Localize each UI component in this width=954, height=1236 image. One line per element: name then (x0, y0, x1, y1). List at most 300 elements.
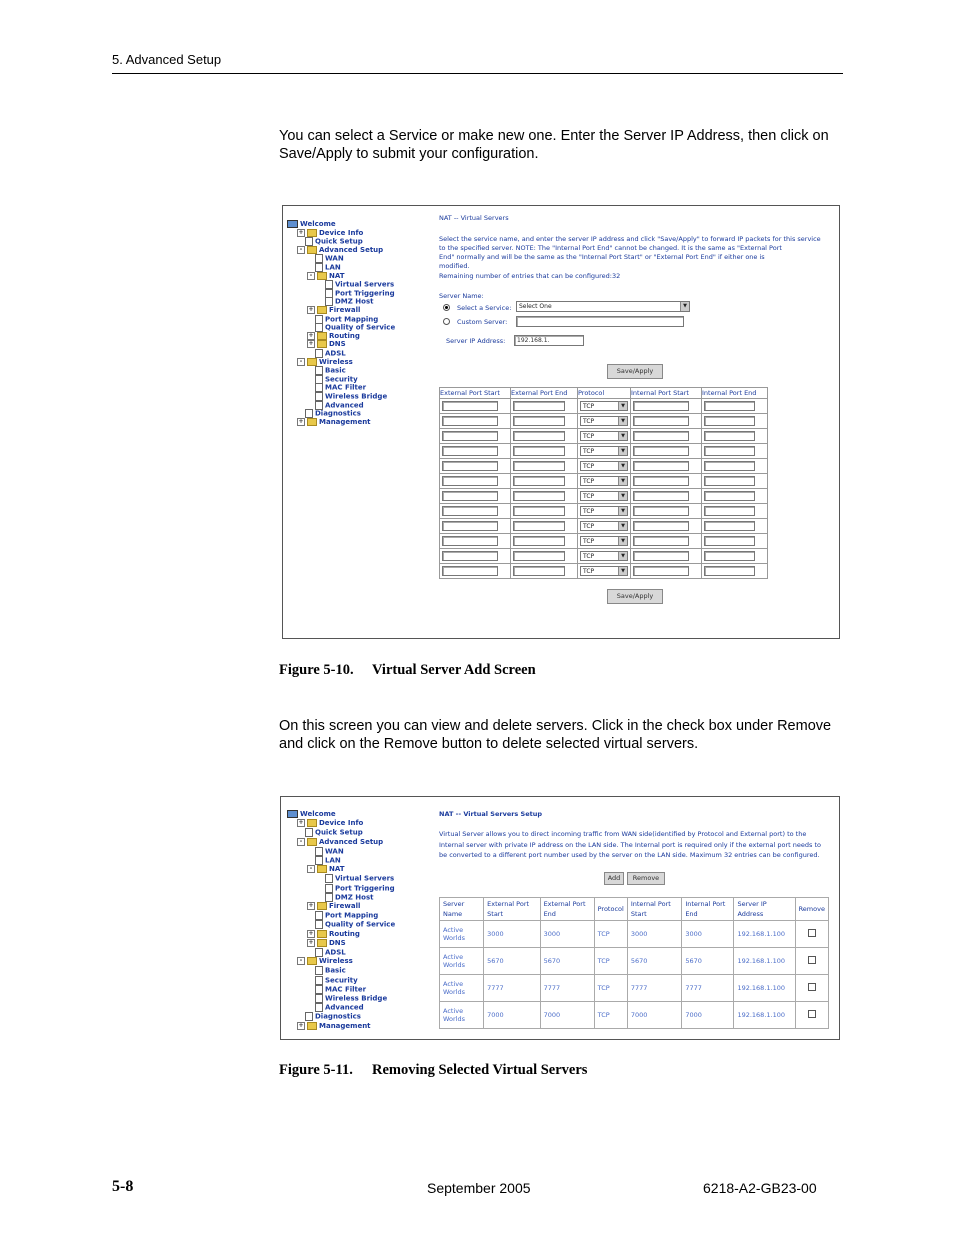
port-input[interactable] (513, 521, 565, 531)
nav-item-label: Security (325, 976, 358, 985)
folder-icon (317, 939, 327, 947)
protocol-value: TCP (583, 448, 595, 455)
table-cell: 7000 (682, 1002, 734, 1029)
nav-item[interactable] (307, 847, 344, 856)
nav-item-label: Basic (325, 366, 346, 375)
expand-icon[interactable]: + (298, 1021, 304, 1029)
figure-caption (279, 1062, 587, 1079)
column-header: Internal Port End (702, 388, 768, 399)
remove-button[interactable]: Remove (627, 872, 665, 885)
table-cell: Active Worlds (440, 921, 484, 948)
table-row (440, 444, 768, 459)
table-cell (578, 489, 631, 504)
nav-item-label: Wireless Bridge (325, 994, 388, 1003)
nav-item-label: Routing (329, 331, 360, 340)
nav-item[interactable] (297, 828, 363, 837)
nav-item[interactable] (307, 985, 366, 994)
expand-icon[interactable]: + (308, 306, 314, 313)
description-line: Internal server with private IP address on the LAN side. The Internal port is required only if the external port needs to (439, 841, 822, 849)
protocol-select[interactable] (580, 461, 628, 471)
expand-icon[interactable]: + (298, 417, 304, 425)
description-line: Select the service name, and enter the server IP address and click "Save/Apply" to forward IP packets for this service (439, 235, 821, 243)
page-icon (325, 893, 333, 902)
table-cell (702, 564, 768, 579)
protocol-select[interactable] (580, 506, 628, 516)
add-button[interactable]: Add (604, 872, 624, 885)
nav-item[interactable] (297, 418, 371, 427)
nav-item-label: Virtual Servers (335, 874, 395, 883)
table-cell: 7777 (484, 975, 540, 1002)
nav-item-label: Welcome (300, 220, 336, 228)
port-input[interactable] (442, 431, 498, 441)
caption-number: Figure 5-11. (279, 1062, 353, 1078)
nav-item-label: WAN (325, 847, 344, 856)
chevron-down-icon: ▼ (680, 302, 689, 311)
collapse-icon[interactable]: - (297, 358, 305, 366)
table-cell (440, 474, 511, 489)
table-row (440, 534, 768, 549)
protocol-select[interactable] (580, 536, 628, 546)
table-cell (578, 414, 631, 429)
column-header: Remove (795, 898, 828, 921)
header-rule (112, 73, 843, 74)
table-cell (440, 429, 511, 444)
protocol-select[interactable] (580, 446, 628, 456)
port-input[interactable] (704, 491, 755, 501)
nav-item[interactable] (287, 810, 336, 819)
remove-cell (795, 948, 828, 975)
chevron-down-icon: ▼ (618, 477, 627, 485)
nav-item[interactable] (317, 893, 373, 902)
chevron-down-icon: ▼ (618, 492, 627, 500)
computer-icon (287, 810, 298, 818)
nav-item[interactable] (307, 976, 358, 985)
nav-item-label: LAN (325, 263, 341, 272)
table-cell (511, 399, 578, 414)
table-cell (631, 549, 702, 564)
nav-item-label: Diagnostics (315, 409, 361, 418)
caption-title: Virtual Server Add Screen (372, 662, 536, 678)
nav-item-label: DMZ Host (335, 893, 374, 902)
nav-item-label: Advanced Setup (319, 245, 384, 254)
port-input[interactable] (442, 401, 498, 411)
nav-item[interactable] (307, 966, 346, 975)
protocol-value: TCP (583, 403, 595, 410)
nav-item[interactable] (307, 920, 395, 929)
service-select[interactable] (516, 301, 690, 312)
port-input[interactable] (513, 566, 565, 576)
table-cell (511, 414, 578, 429)
port-table (439, 387, 768, 579)
nav-item-label: WAN (325, 254, 344, 263)
nav-item[interactable] (317, 874, 394, 883)
description-line: be converted to a different port number used by the server on the LAN side. Maximum 32 entries can be configured. (439, 851, 820, 859)
port-input[interactable] (442, 521, 498, 531)
column-header: Server Name (440, 898, 484, 921)
nav-item-label: Advanced (325, 1003, 364, 1012)
port-input[interactable] (513, 446, 565, 456)
port-input[interactable] (704, 446, 755, 456)
port-input[interactable] (633, 536, 689, 546)
select-service-radio[interactable] (443, 304, 450, 311)
protocol-select[interactable] (580, 401, 628, 411)
port-input[interactable] (513, 536, 565, 546)
save-apply-button[interactable]: Save/Apply (607, 364, 663, 379)
table-cell (511, 519, 578, 534)
nav-item-label: Wireless (319, 357, 353, 366)
port-input[interactable] (704, 431, 755, 441)
table-cell (578, 504, 631, 519)
folder-icon (317, 930, 327, 938)
table-cell: 7777 (627, 975, 682, 1002)
port-input[interactable] (513, 506, 565, 516)
table-cell (511, 504, 578, 519)
nav-item[interactable] (307, 994, 387, 1003)
table-cell (702, 459, 768, 474)
nav-item-label: Advanced Setup (319, 837, 384, 846)
intro-paragraph: You can select a Service or make new one. Enter the Server IP Address, then click on Save/Apply to submit your configuration. (279, 128, 829, 162)
table-cell (702, 534, 768, 549)
nav-item-label: Device Info (319, 228, 364, 237)
table-cell: 5670 (484, 948, 540, 975)
protocol-select[interactable] (580, 491, 628, 501)
table-cell: TCP (594, 1002, 627, 1029)
port-input[interactable] (633, 521, 689, 531)
protocol-value: TCP (583, 493, 595, 500)
table-cell (578, 399, 631, 414)
column-header: Internal Port End (682, 898, 734, 921)
port-input[interactable] (704, 461, 755, 471)
table-cell (631, 474, 702, 489)
nav-item-label: Basic (325, 966, 346, 975)
custom-server-radio[interactable] (443, 318, 450, 325)
nav-item-label: Port Mapping (325, 911, 379, 920)
table-cell (578, 549, 631, 564)
nav-item-label: Management (319, 417, 371, 426)
table-cell (578, 564, 631, 579)
chevron-down-icon: ▼ (618, 507, 627, 515)
table-row (440, 429, 768, 444)
port-input[interactable] (442, 446, 498, 456)
table-row (440, 1002, 829, 1029)
protocol-value: TCP (583, 508, 595, 515)
port-input[interactable] (513, 551, 565, 561)
nav-item-label: NAT (329, 271, 345, 280)
table-row (440, 564, 768, 579)
page-icon (315, 966, 323, 975)
table-cell: Active Worlds (440, 1002, 484, 1029)
screen-content (439, 206, 839, 638)
table-row (440, 414, 768, 429)
table-cell (511, 474, 578, 489)
protocol-value: TCP (583, 433, 595, 440)
expand-icon[interactable]: + (298, 228, 304, 236)
nav-item[interactable] (307, 930, 360, 939)
page-icon (305, 828, 313, 837)
table-cell (578, 519, 631, 534)
nav-item-label: Port Triggering (335, 289, 395, 298)
table-cell: 3000 (682, 921, 734, 948)
nav-item-label: Quick Setup (315, 237, 363, 246)
table-cell (511, 489, 578, 504)
protocol-value: TCP (583, 553, 595, 560)
expand-icon[interactable]: + (298, 819, 304, 827)
nav-item[interactable] (297, 838, 383, 847)
port-input[interactable] (633, 566, 689, 576)
nav-item[interactable] (307, 856, 341, 865)
protocol-select[interactable] (580, 551, 628, 561)
port-input[interactable] (704, 521, 755, 531)
remove-checkbox[interactable] (808, 956, 816, 964)
folder-icon (307, 838, 317, 846)
collapse-icon[interactable]: - (297, 957, 305, 965)
table-cell: 5670 (682, 948, 734, 975)
caption-title: Removing Selected Virtual Servers (372, 1062, 588, 1078)
port-input[interactable] (442, 506, 498, 516)
expand-icon[interactable]: + (308, 902, 314, 909)
port-input[interactable] (442, 536, 498, 546)
nav-item[interactable] (307, 1003, 364, 1012)
running-header: 5. Advanced Setup (112, 52, 222, 67)
port-input[interactable] (513, 461, 565, 471)
port-input[interactable] (633, 551, 689, 561)
port-input[interactable] (704, 566, 755, 576)
table-cell: 5670 (627, 948, 682, 975)
port-input[interactable] (633, 461, 689, 471)
nav-item-label: MAC Filter (325, 985, 367, 994)
nav-item-label: Device Info (319, 819, 364, 828)
table-cell (440, 459, 511, 474)
nav-item-label: Firewall (329, 306, 361, 314)
page-icon (315, 948, 323, 957)
nav-item[interactable] (307, 948, 346, 957)
nav-item[interactable] (307, 865, 345, 874)
port-input[interactable] (633, 416, 689, 426)
nav-item[interactable] (317, 884, 395, 893)
nav-item[interactable] (297, 1012, 361, 1021)
nav-item-label: ADSL (325, 948, 346, 957)
folder-icon (307, 229, 317, 237)
nav-item[interactable] (297, 1022, 371, 1031)
remove-cell (795, 975, 828, 1002)
table-cell (440, 534, 511, 549)
port-input[interactable] (513, 416, 565, 426)
nav-item-label: Quality of Service (325, 920, 396, 929)
collapse-icon[interactable]: - (297, 246, 305, 254)
collapse-icon[interactable]: - (307, 272, 315, 280)
nav-item[interactable] (297, 819, 363, 828)
expand-icon[interactable]: + (308, 929, 314, 937)
folder-icon (307, 957, 317, 965)
table-row (440, 975, 829, 1002)
column-header: External Port End (511, 388, 578, 399)
table-cell: TCP (594, 921, 627, 948)
port-input[interactable] (704, 476, 755, 486)
chevron-down-icon: ▼ (618, 417, 627, 425)
port-input[interactable] (513, 476, 565, 486)
protocol-value: TCP (583, 523, 595, 530)
column-header: Server IP Address (734, 898, 795, 921)
nav-tree (287, 220, 427, 440)
table-cell: 7000 (540, 1002, 594, 1029)
table-cell: 7777 (682, 975, 734, 1002)
remove-checkbox[interactable] (808, 983, 816, 991)
table-cell (631, 459, 702, 474)
port-input[interactable] (704, 536, 755, 546)
nav-item[interactable] (307, 902, 360, 911)
table-cell: 192.168.1.100 (734, 921, 795, 948)
port-input[interactable] (633, 446, 689, 456)
collapse-icon[interactable]: - (297, 838, 305, 846)
remove-cell (795, 1002, 828, 1029)
remove-cell (795, 921, 828, 948)
column-header: External Port End (540, 898, 594, 921)
folder-icon (317, 902, 327, 910)
select-service-label: Select a Service: (457, 304, 512, 312)
table-cell (578, 534, 631, 549)
table-cell: Active Worlds (440, 948, 484, 975)
computer-icon (287, 220, 298, 228)
nav-item-label: Quality of Service (325, 323, 396, 332)
expand-icon[interactable]: + (308, 331, 314, 339)
port-input[interactable] (633, 401, 689, 411)
custom-server-input[interactable] (516, 316, 684, 327)
nav-item[interactable] (307, 911, 378, 920)
chevron-down-icon: ▼ (618, 402, 627, 410)
table-cell (511, 534, 578, 549)
table-cell (578, 444, 631, 459)
table-cell (578, 474, 631, 489)
table-row (440, 399, 768, 414)
port-input[interactable] (442, 566, 498, 576)
table-cell (631, 444, 702, 459)
table-cell: 192.168.1.100 (734, 948, 795, 975)
table-cell (702, 444, 768, 459)
table-cell (631, 399, 702, 414)
port-input[interactable] (704, 416, 755, 426)
port-input[interactable] (633, 491, 689, 501)
port-input[interactable] (513, 401, 565, 411)
table-cell: 192.168.1.100 (734, 975, 795, 1002)
table-cell (631, 534, 702, 549)
expand-icon[interactable]: + (308, 340, 314, 348)
expand-icon[interactable]: + (308, 938, 314, 946)
protocol-value: TCP (583, 463, 595, 470)
port-input[interactable] (633, 506, 689, 516)
folder-icon (307, 358, 317, 366)
nav-item-label: ADSL (325, 349, 346, 358)
folder-icon (307, 246, 317, 254)
nav-item[interactable] (297, 957, 353, 966)
page-icon (315, 994, 323, 1003)
page-icon (325, 874, 333, 883)
save-apply-button-bottom[interactable]: Save/Apply (607, 589, 663, 604)
port-input[interactable] (633, 431, 689, 441)
table-cell (511, 444, 578, 459)
table-row (440, 459, 768, 474)
table-cell (702, 429, 768, 444)
server-ip-label: Server IP Address: (446, 337, 506, 345)
protocol-select[interactable] (580, 476, 628, 486)
table-cell (631, 519, 702, 534)
port-input[interactable] (442, 461, 498, 471)
collapse-icon[interactable]: - (307, 865, 315, 873)
server-ip-input[interactable]: 192.168.1. (514, 335, 584, 346)
table-cell (440, 489, 511, 504)
remove-checkbox[interactable] (808, 1010, 816, 1018)
table-row (440, 549, 768, 564)
port-input[interactable] (513, 431, 565, 441)
table-row (440, 474, 768, 489)
table-cell (702, 549, 768, 564)
nav-item-label: Diagnostics (315, 1012, 361, 1021)
nav-item-label: Advanced (325, 401, 364, 410)
table-cell (702, 474, 768, 489)
nav-tree (287, 810, 427, 1035)
protocol-select[interactable] (580, 566, 628, 576)
page-icon (315, 911, 323, 920)
table-cell (631, 504, 702, 519)
table-cell (440, 399, 511, 414)
protocol-select[interactable] (580, 416, 628, 426)
port-input[interactable] (442, 476, 498, 486)
table-cell (631, 429, 702, 444)
table-cell (578, 429, 631, 444)
remaining-entries: Remaining number of entries that can be configured:32 (439, 272, 621, 280)
folder-icon (317, 340, 327, 348)
port-input[interactable] (442, 491, 498, 501)
protocol-value: TCP (583, 538, 595, 545)
chevron-down-icon: ▼ (618, 462, 627, 470)
page-icon (315, 847, 323, 856)
remove-checkbox[interactable] (808, 929, 816, 937)
port-input[interactable] (704, 401, 755, 411)
page-title: NAT -- Virtual Servers (439, 214, 509, 222)
nav-item-label: Virtual Servers (335, 280, 395, 289)
protocol-select[interactable] (580, 521, 628, 531)
nav-item-label: Wireless Bridge (325, 392, 388, 401)
nav-item-label: Security (325, 375, 358, 384)
table-cell (511, 564, 578, 579)
table-cell (702, 399, 768, 414)
port-input[interactable] (704, 551, 755, 561)
port-input[interactable] (704, 506, 755, 516)
page-icon (315, 976, 323, 985)
chevron-down-icon: ▼ (618, 567, 627, 575)
port-input[interactable] (442, 551, 498, 561)
protocol-select[interactable] (580, 431, 628, 441)
screen-content (439, 797, 839, 1039)
table-cell (702, 504, 768, 519)
page-icon (325, 884, 333, 893)
caption-number: Figure 5-10. (279, 662, 354, 678)
page-number: 5-8 (112, 1178, 134, 1195)
port-input[interactable] (442, 416, 498, 426)
port-input[interactable] (513, 491, 565, 501)
table-cell: 3000 (540, 921, 594, 948)
column-header: Protocol (578, 388, 631, 399)
table-cell (440, 414, 511, 429)
table-cell (511, 429, 578, 444)
nav-item-label: Firewall (329, 902, 361, 910)
nav-item-label: Welcome (300, 810, 336, 818)
table-cell: 192.168.1.100 (734, 1002, 795, 1029)
table-cell (511, 549, 578, 564)
table-row (440, 921, 829, 948)
port-input[interactable] (633, 476, 689, 486)
nav-item[interactable] (307, 939, 346, 948)
table-cell: 3000 (627, 921, 682, 948)
